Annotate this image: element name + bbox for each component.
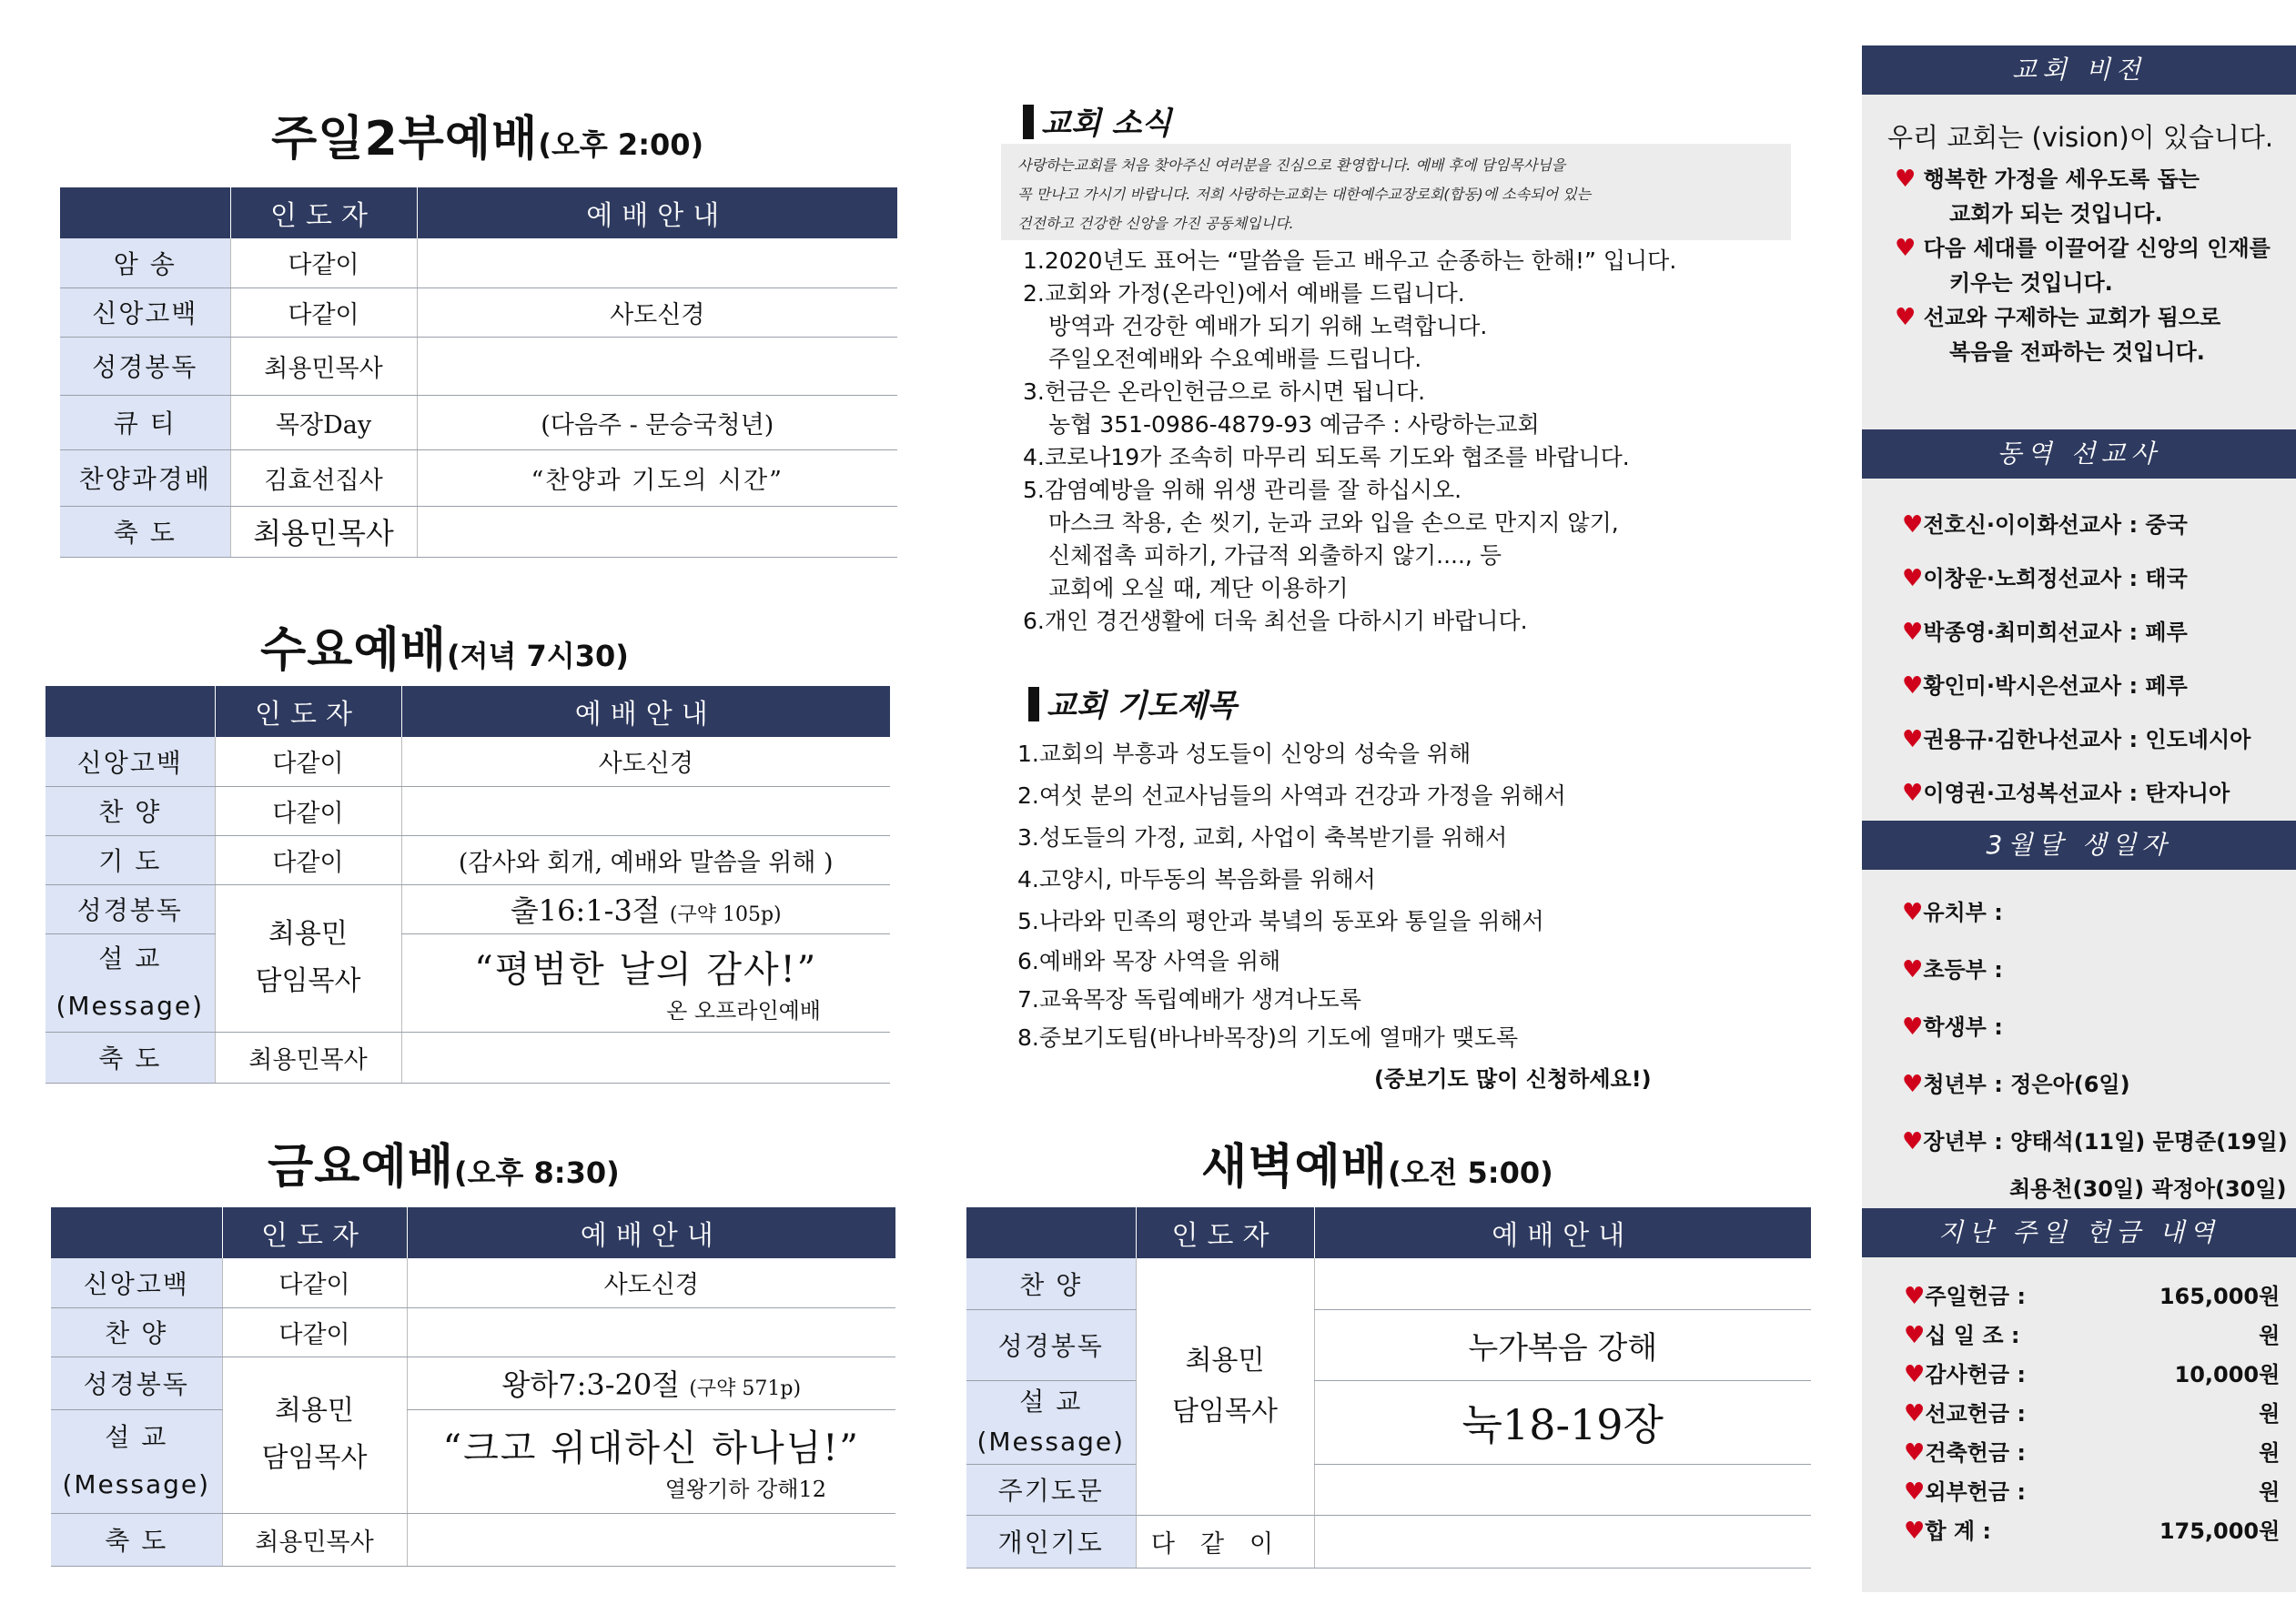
missionary-suffix: 선교사 : 페루 <box>2058 620 2188 645</box>
header-guide: 예배안내 <box>401 686 890 737</box>
heart-icon: ♥ <box>1895 235 1917 262</box>
missionary-item <box>1902 499 2250 552</box>
heart-icon: ♥ <box>1902 956 1924 983</box>
header-guide: 예배안내 <box>1314 1207 1811 1258</box>
dawn-time: (오전 5:00) <box>1387 1155 1553 1190</box>
sermon-cell <box>407 1409 895 1513</box>
sermon-cell <box>401 933 890 1032</box>
preacher-title: 담임목사 <box>1172 1395 1278 1427</box>
offering-amount: 원 <box>2259 1440 2281 1466</box>
row-label: 성경봉독 <box>51 1357 222 1409</box>
row-leader: 김효선집사 <box>230 449 417 506</box>
row-label: 찬양과경배 <box>60 449 230 506</box>
missionary-names: 황인미·박시은 <box>1923 673 2058 699</box>
missionaries-heading: 동역 선교사 <box>1862 429 2296 479</box>
vision-item-cont: 복음을 전파하는 것입니다. <box>1949 339 2205 365</box>
birthday-item <box>1902 942 2288 999</box>
heart-icon: ♥ <box>1902 619 1924 646</box>
offering-label: 합 계 : <box>1925 1518 1991 1544</box>
row-label: 신앙고백 <box>60 287 230 337</box>
row-label: 성경봉독 <box>966 1309 1136 1380</box>
prayer-item: 8.중보기도팀(바나바목장)의 기도에 열매가 맺도록 <box>1017 1024 1519 1051</box>
row-label: 성경봉독 <box>60 337 230 395</box>
vision-item <box>1895 162 2271 197</box>
header-leader: 인도자 <box>230 187 417 238</box>
prayer-heading-text: 교회 기도제목 <box>1047 688 1237 724</box>
missionary-names: 박종영·최미희 <box>1923 620 2058 645</box>
scripture-note: (구약 571p) <box>689 1377 802 1400</box>
offering-amount: 165,000원 <box>2159 1284 2281 1309</box>
heart-icon: ♥ <box>1902 1071 1924 1098</box>
row-label: 축 도 <box>51 1513 222 1566</box>
offering-item <box>1904 1277 2280 1316</box>
row-guide <box>1314 1464 1811 1515</box>
row-guide <box>407 1307 895 1357</box>
birthday-text: 학생부 : <box>1923 1014 2003 1040</box>
intro-line: 꼭 만나고 가시기 바랍니다. 저희 사랑하는교회는 대한예수교장로회(합동)에 소속되어 있는 <box>1017 186 1592 203</box>
sermon-sub: 온 오프라인예배 <box>666 998 821 1024</box>
heart-icon: ♥ <box>1902 780 1924 807</box>
offering-amount: 원 <box>2259 1401 2281 1427</box>
offering-item <box>1904 1395 2280 1434</box>
friday-table <box>51 1207 895 1567</box>
missionary-item <box>1902 552 2250 606</box>
sunday2-title <box>271 100 703 168</box>
prayer-note: (중보기도 많이 신청하세요!) <box>1374 1066 1652 1092</box>
news-item: 4.코로나19가 조속히 마무리 되도록 기도와 협조를 바랍니다. <box>1023 444 1630 470</box>
row-label: 신앙고백 <box>51 1258 222 1307</box>
news-heading <box>1023 98 1171 143</box>
scripture-cell <box>407 1357 895 1409</box>
header-cell-empty <box>51 1207 222 1258</box>
friday-title-main: 금요예배 <box>268 1140 454 1195</box>
heading-bar <box>1028 687 1039 721</box>
vision-item-line: 행복한 가정을 세우도록 돕는 <box>1923 166 2200 192</box>
heart-icon: ♥ <box>1902 1128 1924 1155</box>
heart-icon: ♥ <box>1902 899 1924 926</box>
missionary-names: 전호신·이이화 <box>1923 512 2058 538</box>
news-item: 1.2020년도 표어는 “말씀을 듣고 배우고 순종하는 한해!” 입니다. <box>1023 247 1677 274</box>
offering-item <box>1904 1473 2280 1512</box>
scripture-cell <box>401 884 890 933</box>
heart-icon: ♥ <box>1902 726 1924 753</box>
news-item: 마스크 착용, 손 씻기, 눈과 코와 입을 손으로 만지지 않기, <box>1048 509 1619 536</box>
preacher-name: 최용민 <box>1185 1344 1265 1377</box>
row-leader: 다같이 <box>215 786 401 835</box>
vision-item-line: 선교와 구제하는 교회가 됨으로 <box>1923 305 2221 330</box>
row-label-sub: (Message) <box>976 1427 1126 1457</box>
row-guide: (다음주 - 문승국청년) <box>417 395 897 449</box>
vision-item-cont: 교회가 되는 것입니다. <box>1949 201 2163 227</box>
intro-line: 사랑하는교회를 처음 찾아주신 여러분을 진심으로 환영합니다. 예배 후에 담임목사님을 <box>1017 156 1566 174</box>
row-leader: 다같이 <box>215 737 401 786</box>
offering-amount: 원 <box>2259 1479 2281 1505</box>
missionary-item <box>1902 713 2250 767</box>
heading-bar <box>1023 105 1034 139</box>
row-label: 설 교 <box>98 943 162 973</box>
heart-icon: ♥ <box>1904 1361 1926 1388</box>
prayer-item: 1.교회의 부흥과 성도들이 신앙의 성숙을 위해 <box>1017 741 1472 767</box>
row-label: 축 도 <box>60 506 230 557</box>
friday-time: (오후 8:30) <box>453 1155 620 1190</box>
sunday2-table <box>60 187 897 558</box>
missionary-suffix: 선교사 : 탄자니아 <box>2058 781 2230 806</box>
row-label-sub: (Message) <box>56 991 205 1021</box>
birthday-item <box>1902 1114 2288 1171</box>
heart-icon: ♥ <box>1902 672 1924 700</box>
birthday-item <box>1902 1056 2288 1114</box>
row-guide <box>401 786 890 835</box>
row-guide: “찬양과 기도의 시간” <box>417 449 897 506</box>
offering-list <box>1904 1277 2280 1551</box>
row-leader: 목장Day <box>230 395 417 449</box>
news-item: 교회에 오실 때, 계단 이용하기 <box>1048 575 1349 601</box>
news-item: 5.감염예방을 위해 위생 관리를 잘 하십시오. <box>1023 477 1462 503</box>
news-item: 신체접촉 피하기, 가급적 외출하지 않기...., 등 <box>1048 542 1502 569</box>
prayer-item: 2.여섯 분의 선교사님들의 사역과 건강과 가정을 위해서 <box>1017 782 1566 809</box>
heart-icon: ♥ <box>1895 304 1917 331</box>
row-label: 신앙고백 <box>46 737 215 786</box>
row-label: 설 교 <box>105 1422 168 1452</box>
prayer-item: 4.고양시, 마두동의 복음화를 위해서 <box>1017 866 1376 893</box>
vision-item-cont: 키우는 것입니다. <box>1949 270 2113 296</box>
prayer-item: 5.나라와 민족의 평안과 북녘의 동포와 통일을 위해서 <box>1017 908 1544 934</box>
row-guide: 사도신경 <box>401 737 890 786</box>
offering-item <box>1904 1316 2280 1356</box>
row-label: 큐 티 <box>60 395 230 449</box>
row-guide <box>401 1032 890 1083</box>
preacher-title: 담임목사 <box>255 965 361 997</box>
prayer-item: 3.성도들의 가정, 교회, 사업이 축복받기를 위해서 <box>1017 824 1508 851</box>
prayer-heading <box>1028 681 1237 725</box>
row-guide <box>417 506 897 557</box>
birthday-text: 장년부 : 양태석(11일) 문명준(19일) <box>1923 1129 2288 1155</box>
birthday-text: 초등부 : <box>1923 957 2003 983</box>
row-leader: 최용민목사 <box>230 337 417 395</box>
missionary-suffix: 선교사 : 페루 <box>2058 673 2188 699</box>
row-guide <box>1314 1515 1811 1568</box>
offering-label: 선교헌금 : <box>1925 1401 2027 1427</box>
heart-icon: ♥ <box>1895 166 1917 193</box>
sunday2-title-main: 주일2부예배 <box>271 112 539 166</box>
row-label: 찬 양 <box>966 1258 1136 1309</box>
news-item: 6.개인 경건생활에 더욱 최선을 다하시기 바랍니다. <box>1023 608 1528 634</box>
dawn-table <box>966 1207 1811 1569</box>
offering-label: 건축헌금 : <box>1925 1440 2027 1466</box>
row-label: 암 송 <box>60 238 230 287</box>
vision-item <box>1895 231 2271 266</box>
offering-label: 주일헌금 : <box>1925 1284 2027 1309</box>
news-heading-text: 교회 소식 <box>1041 106 1172 142</box>
row-label: 찬 양 <box>46 786 215 835</box>
wednesday-title <box>260 611 629 680</box>
vision-lead: 우리 교회는 (vision)이 있습니다. <box>1887 122 2274 153</box>
dawn-title <box>1201 1128 1553 1196</box>
birthday-list <box>1902 884 2288 1207</box>
vision-heading: 교회 비전 <box>1862 45 2296 95</box>
header-cell-empty <box>966 1207 1136 1258</box>
missionary-suffix: 선교사 : 인도네시아 <box>2058 727 2251 752</box>
news-list <box>1023 245 1676 638</box>
news-item: 주일오전예배와 수요예배를 드립니다. <box>1048 346 1422 372</box>
birthday-text: 유치부 : <box>1923 900 2003 925</box>
sermon-sub: 열왕기하 강해12 <box>664 1477 826 1502</box>
sermon-title: 눅18-19장 <box>1314 1380 1811 1464</box>
heart-icon: ♥ <box>1904 1322 1926 1349</box>
offering-amount: 175,000원 <box>2159 1518 2281 1544</box>
row-label: 기 도 <box>46 835 215 884</box>
sunday2-time: (오후 2:00) <box>538 127 704 162</box>
row-leader: 최용민목사 <box>215 1032 401 1083</box>
row-label: 찬 양 <box>51 1307 222 1357</box>
missionary-names: 이창운·노희정 <box>1923 566 2058 591</box>
offering-label: 외부헌금 : <box>1925 1479 2027 1505</box>
row-label: 설 교 <box>1019 1387 1083 1417</box>
news-item: 농협 351-0986-4879-93 예금주 : 사랑하는교회 <box>1048 411 1540 438</box>
sermon-title: “크고 위대하신 하나님!” <box>442 1427 860 1469</box>
prayer-item: 6.예배와 목장 사역을 위해 <box>1017 948 1281 974</box>
row-leader: 최용민목사 <box>230 506 417 557</box>
intro-line: 건전하고 건강한 신앙을 가진 공동체입니다. <box>1017 215 1294 232</box>
news-item: 3.헌금은 온라인헌금으로 하시면 됩니다. <box>1023 378 1426 405</box>
preacher-name: 최용민 <box>268 918 348 950</box>
sermon-label-cell <box>46 933 215 1032</box>
header-leader: 인도자 <box>222 1207 407 1258</box>
preacher-cell <box>215 884 401 1032</box>
heart-icon: ♥ <box>1902 511 1924 539</box>
row-label: 개인기도 <box>966 1515 1136 1568</box>
preacher-title: 담임목사 <box>261 1442 368 1474</box>
scripture: 왕하7:3-20절 <box>501 1367 681 1402</box>
news-intro <box>1001 144 1791 240</box>
vision-item <box>1895 300 2271 335</box>
dawn-title-main: 새벽예배 <box>1201 1140 1388 1195</box>
news-item: 2.교회와 가정(온라인)에서 예배를 드립니다. <box>1023 280 1465 307</box>
birthdays-heading: 3월달 생일자 <box>1862 821 2296 870</box>
header-guide: 예배안내 <box>417 187 897 238</box>
offering-amount: 10,000원 <box>2174 1362 2281 1387</box>
row-guide <box>417 238 897 287</box>
birthday-text: 청년부 : 정은아(6일) <box>1923 1072 2130 1097</box>
missionary-item <box>1902 606 2250 660</box>
missionary-item <box>1902 767 2250 821</box>
row-guide: 누가복음 강해 <box>1314 1309 1811 1380</box>
header-cell-empty <box>46 686 215 737</box>
header-leader: 인도자 <box>215 686 401 737</box>
missionary-suffix: 선교사 : 중국 <box>2058 512 2188 538</box>
prayer-item: 7.교육목장 독립예배가 생겨나도록 <box>1017 986 1361 1013</box>
row-leader: 다같이 <box>230 287 417 337</box>
heart-icon: ♥ <box>1904 1400 1926 1427</box>
wednesday-title-main: 수요예배 <box>260 623 447 678</box>
news-item: 방역과 건강한 예배가 되기 위해 노력합니다. <box>1048 313 1488 339</box>
sermon-label-cell <box>51 1409 222 1513</box>
row-guide <box>1314 1258 1811 1309</box>
offering-label: 십 일 조 : <box>1925 1323 2020 1348</box>
row-label: 성경봉독 <box>46 884 215 933</box>
missionary-names: 권용규·김한나 <box>1923 727 2058 752</box>
header-cell-empty <box>60 187 230 238</box>
missionary-item <box>1902 660 2250 713</box>
row-leader: 다같이 <box>230 238 417 287</box>
sermon-label-cell <box>966 1380 1136 1464</box>
row-label: 주기도문 <box>966 1464 1136 1515</box>
row-guide: 사도신경 <box>407 1258 895 1307</box>
offering-item <box>1904 1434 2280 1473</box>
row-guide: (감사와 회개, 예배와 말씀을 위해 ) <box>401 835 890 884</box>
offering-item <box>1904 1512 2280 1551</box>
row-guide <box>417 337 897 395</box>
row-leader: 최용민목사 <box>222 1513 407 1566</box>
preacher-name: 최용민 <box>275 1395 354 1427</box>
preacher-cell <box>222 1357 407 1513</box>
missionary-list <box>1902 499 2250 821</box>
row-leader: 다같이 <box>1136 1515 1314 1568</box>
sermon-title: “평범한 날의 감사!” <box>474 949 818 991</box>
preacher-cell <box>1136 1258 1314 1515</box>
scripture: 출16:1-3절 <box>510 893 661 928</box>
row-guide: 사도신경 <box>417 287 897 337</box>
heart-icon: ♥ <box>1904 1283 1926 1310</box>
row-label: 축 도 <box>46 1032 215 1083</box>
wednesday-time: (저녁 7시30) <box>446 639 629 673</box>
offering-label: 감사헌금 : <box>1925 1362 2027 1387</box>
prayer-list <box>1017 733 1566 1057</box>
scripture-note: (구약 105p) <box>669 903 782 926</box>
offering-item <box>1904 1356 2280 1395</box>
row-label-sub: (Message) <box>62 1469 211 1499</box>
header-leader: 인도자 <box>1136 1207 1314 1258</box>
birthday-item <box>1902 999 2288 1056</box>
header-guide: 예배안내 <box>407 1207 895 1258</box>
offering-heading: 지난 주일 헌금 내역 <box>1862 1208 2296 1257</box>
friday-title <box>268 1128 620 1196</box>
heart-icon: ♥ <box>1904 1439 1926 1467</box>
heart-icon: ♥ <box>1902 1014 1924 1041</box>
birthday-item <box>1902 884 2288 942</box>
wednesday-table <box>46 686 890 1084</box>
missionary-names: 이영권·고성복 <box>1923 781 2058 806</box>
heart-icon: ♥ <box>1904 1478 1926 1506</box>
heart-icon: ♥ <box>1902 565 1924 592</box>
heart-icon: ♥ <box>1904 1518 1926 1545</box>
missionary-suffix: 선교사 : 태국 <box>2058 566 2188 591</box>
row-guide <box>407 1513 895 1566</box>
vision-list <box>1895 162 2271 369</box>
row-leader: 다같이 <box>215 835 401 884</box>
row-leader: 다같이 <box>222 1258 407 1307</box>
offering-amount: 원 <box>2259 1323 2281 1348</box>
vision-item-line: 다음 세대를 이끌어갈 신앙의 인재를 <box>1923 236 2271 261</box>
birthday-continuation: 최용천(30일) 곽정아(30일) <box>2009 1176 2287 1202</box>
row-leader: 다같이 <box>222 1307 407 1357</box>
